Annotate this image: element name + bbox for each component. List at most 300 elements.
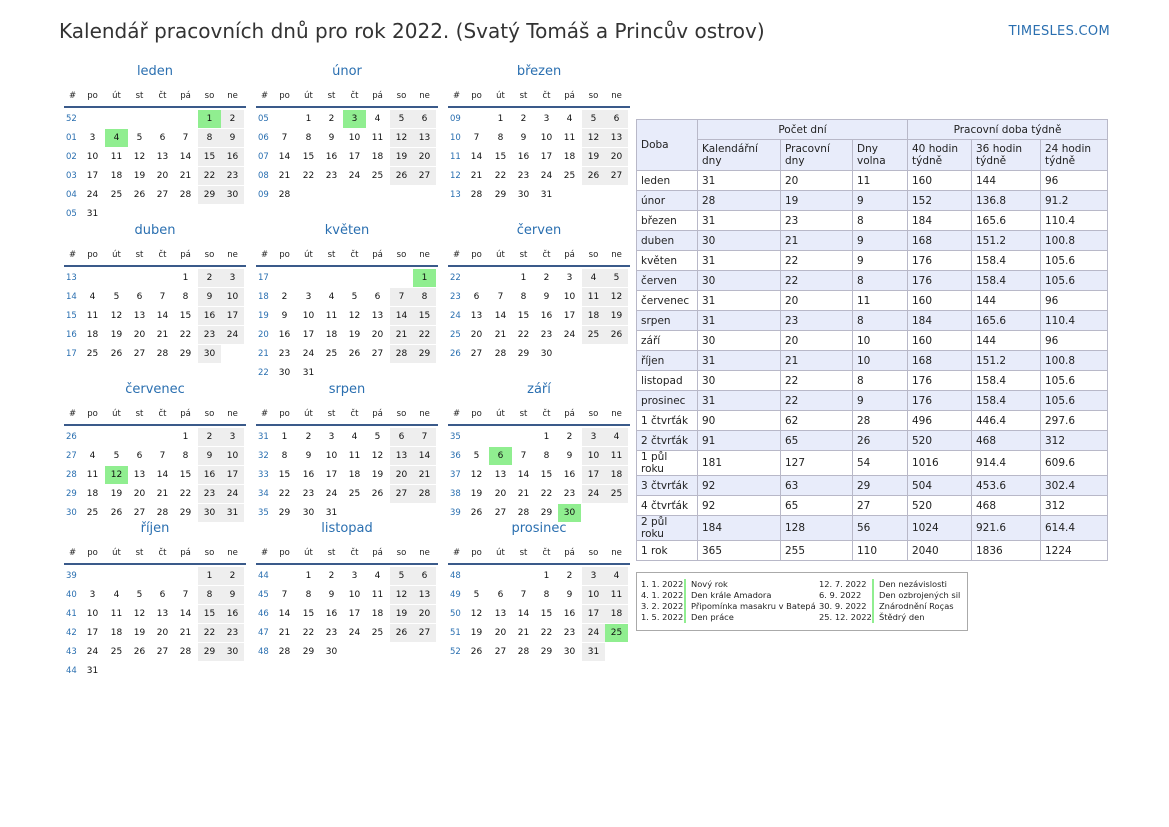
day-cell: 29 [517, 349, 530, 359]
day-cell: 13 [133, 470, 146, 480]
table-cell: 914.4 [972, 451, 1041, 476]
table-row [637, 516, 1108, 541]
day-cell: 5 [136, 133, 143, 143]
table-cell: 165.6 [972, 211, 1041, 231]
day-cell: 20 [494, 628, 507, 638]
day-cell: 20 [390, 466, 413, 484]
table-cell: 1224 [1041, 541, 1108, 561]
week-number-header: # [68, 409, 77, 419]
table-cell: 8 [853, 371, 908, 391]
table-cell: 11 [853, 171, 908, 191]
day-cell: 23 [302, 489, 315, 499]
weekday-header: čt [350, 91, 359, 101]
day-cell: 8 [543, 451, 550, 461]
week-number: 34 [258, 489, 269, 499]
day-cell: 15 [179, 311, 192, 321]
day-cell: 16 [325, 609, 338, 619]
day-cell: 9 [198, 447, 221, 465]
week-number: 29 [66, 489, 77, 499]
week-number: 12 [450, 171, 461, 181]
holiday-marker [872, 601, 874, 612]
week-number: 17 [66, 349, 77, 359]
day-cell: 13 [371, 311, 384, 321]
day-cell: 21 [517, 489, 530, 499]
day-cell: 27 [413, 167, 436, 185]
row-label: 1 půl roku [637, 451, 698, 476]
day-cell: 27 [156, 647, 169, 657]
day-cell: 29 [179, 349, 192, 359]
day-cell [151, 567, 174, 585]
day-cell [465, 110, 488, 128]
weekday-header: so [588, 91, 599, 101]
day-cell: 21 [179, 171, 192, 181]
day-cell: 11 [325, 311, 338, 321]
day-cell [174, 205, 197, 223]
week-number-header: # [260, 409, 269, 419]
day-cell [390, 269, 413, 287]
day-cell: 7 [390, 288, 413, 306]
day-cell: 30 [325, 647, 338, 657]
day-cell: 17 [348, 152, 361, 162]
day-cell [413, 364, 436, 382]
row-label: leden [637, 171, 698, 191]
day-cell: 23 [278, 349, 291, 359]
day-cell: 5 [374, 432, 381, 442]
weekday-header: ne [419, 409, 430, 419]
week-number: 17 [258, 273, 269, 283]
day-cell: 29 [179, 508, 192, 518]
table-row [637, 351, 1108, 371]
week-number: 49 [450, 590, 461, 600]
week-number: 22 [450, 273, 461, 283]
day-cell: 2 [566, 432, 573, 442]
holiday-name: Den krále Amadora [691, 590, 772, 600]
day-cell: 2 [305, 432, 312, 442]
day-cell: 14 [278, 152, 291, 162]
weekday-header: čt [542, 409, 551, 419]
day-cell: 18 [605, 466, 628, 484]
day-cell: 27 [494, 647, 507, 657]
day-cell: 25 [86, 349, 99, 359]
table-row [637, 496, 1108, 516]
weekday-header: ne [611, 548, 622, 558]
day-cell: 28 [517, 647, 530, 657]
day-cell: 29 [198, 643, 221, 661]
day-cell: 1 [198, 567, 221, 585]
day-cell: 28 [470, 190, 483, 200]
day-cell: 7 [281, 590, 288, 600]
day-cell: 8 [305, 133, 312, 143]
row-label: květen [637, 251, 698, 271]
weekday-header: ne [419, 548, 430, 558]
day-cell [198, 205, 221, 223]
table-cell: 160 [908, 291, 972, 311]
day-cell [273, 110, 296, 128]
weekday-header: so [204, 548, 215, 558]
day-cell: 2 [566, 571, 573, 581]
day-cell: 22 [540, 628, 553, 638]
day-cell: 3 [582, 428, 605, 446]
day-cell: 14 [156, 470, 169, 480]
header-divider [448, 563, 630, 565]
day-cell: 8 [281, 451, 288, 461]
table-cell: 105.6 [1041, 271, 1108, 291]
day-cell: 9 [543, 292, 550, 302]
table-cell: 8 [853, 271, 908, 291]
week-number: 18 [258, 292, 269, 302]
day-cell [297, 186, 320, 204]
table-cell: 28 [698, 191, 781, 211]
day-cell: 5 [136, 590, 143, 600]
day-cell: 28 [517, 508, 530, 518]
day-cell: 27 [371, 349, 384, 359]
header-divider [64, 424, 246, 426]
day-cell: 4 [374, 571, 381, 581]
day-cell: 3 [221, 269, 244, 287]
week-number: 10 [450, 133, 461, 143]
day-cell: 4 [113, 590, 120, 600]
day-cell: 20 [413, 605, 436, 623]
day-cell: 26 [133, 190, 146, 200]
table-cell: 176 [908, 271, 972, 291]
day-cell: 10 [86, 609, 99, 619]
day-cell [366, 643, 389, 661]
holiday-legend-item [815, 601, 975, 612]
day-cell: 19 [133, 171, 146, 181]
day-cell: 19 [390, 605, 413, 623]
day-cell: 4 [605, 567, 628, 585]
table-cell: 181 [698, 451, 781, 476]
day-cell [465, 428, 488, 446]
week-number: 16 [66, 330, 77, 340]
week-number: 52 [66, 114, 77, 124]
day-cell: 11 [348, 451, 361, 461]
day-cell: 11 [110, 152, 123, 162]
holiday-marker [684, 601, 686, 612]
table-cell: 8 [853, 311, 908, 331]
weekday-header: po [87, 91, 98, 101]
table-cell: 31 [698, 351, 781, 371]
day-cell: 15 [302, 152, 315, 162]
weekday-header: ne [419, 91, 430, 101]
day-cell: 9 [566, 451, 573, 461]
holiday-date: 1. 5. 2022 [641, 612, 684, 622]
week-number-header: # [260, 91, 269, 101]
day-cell: 25 [582, 326, 605, 344]
day-cell: 5 [473, 451, 480, 461]
day-cell: 11 [86, 311, 99, 321]
day-cell [320, 186, 343, 204]
day-cell: 25 [605, 485, 628, 503]
table-cell: 168 [908, 231, 972, 251]
weekday-header: ne [419, 250, 430, 260]
day-cell: 16 [540, 311, 553, 321]
day-cell [128, 110, 151, 128]
day-cell: 26 [470, 508, 483, 518]
day-cell: 22 [517, 330, 530, 340]
day-cell [151, 428, 174, 446]
day-cell [582, 186, 605, 204]
weekday-header: so [588, 409, 599, 419]
row-label: březen [637, 211, 698, 231]
week-number: 21 [258, 349, 269, 359]
day-cell: 31 [302, 368, 315, 378]
day-cell: 12 [133, 609, 146, 619]
holiday-date: 3. 2. 2022 [641, 601, 684, 611]
day-cell: 13 [156, 152, 169, 162]
day-cell: 28 [179, 190, 192, 200]
week-number: 26 [450, 349, 461, 359]
day-cell [605, 643, 628, 661]
week-number: 03 [66, 171, 77, 181]
day-cell [320, 364, 343, 382]
table-row [637, 171, 1108, 191]
day-cell: 25 [563, 171, 576, 181]
month-name: červen [516, 223, 562, 238]
row-label: duben [637, 231, 698, 251]
table-cell: 96 [1041, 291, 1108, 311]
day-cell: 4 [89, 451, 96, 461]
day-cell: 7 [182, 133, 189, 143]
day-cell: 27 [133, 349, 146, 359]
day-cell [151, 205, 174, 223]
holiday-legend-item [637, 579, 797, 590]
weekday-header: pá [180, 250, 191, 260]
day-cell: 21 [179, 628, 192, 638]
day-cell: 24 [86, 190, 99, 200]
weekday-header: út [304, 250, 313, 260]
day-cell: 9 [281, 311, 288, 321]
day-cell: 4 [374, 114, 381, 124]
month-name: březen [516, 64, 562, 79]
weekday-header: po [87, 409, 98, 419]
week-number: 37 [450, 470, 461, 480]
weekday-header: pá [564, 91, 575, 101]
weekday-header: so [396, 91, 407, 101]
header-divider [64, 265, 246, 267]
day-cell: 6 [605, 110, 628, 128]
day-cell: 4 [351, 432, 358, 442]
day-cell [128, 205, 151, 223]
day-cell [413, 186, 436, 204]
day-cell: 21 [278, 171, 291, 181]
header-divider [256, 106, 438, 108]
holiday-date: 4. 1. 2022 [641, 590, 684, 600]
day-cell: 26 [390, 624, 413, 642]
day-cell [489, 428, 512, 446]
week-number: 44 [258, 571, 269, 581]
week-number: 48 [450, 571, 461, 581]
table-cell: 8 [853, 211, 908, 231]
weekday-header: út [496, 548, 505, 558]
week-number: 05 [258, 114, 269, 124]
table-cell: 92 [698, 476, 781, 496]
day-cell: 25 [348, 489, 361, 499]
day-cell [390, 504, 413, 522]
day-cell: 9 [305, 451, 312, 461]
day-cell: 24 [221, 326, 244, 344]
holiday-legend-item [637, 601, 816, 612]
table-row [637, 391, 1108, 411]
day-cell: 29 [540, 647, 553, 657]
day-cell: 30 [540, 349, 553, 359]
table-cell: 136.8 [972, 191, 1041, 211]
day-cell: 15 [198, 605, 221, 623]
table-row [637, 476, 1108, 496]
holiday-date: 6. 9. 2022 [819, 590, 862, 600]
day-cell: 15 [540, 470, 553, 480]
table-cell: 100.8 [1041, 351, 1108, 371]
day-cell [105, 428, 128, 446]
day-cell: 20 [133, 489, 146, 499]
day-cell: 30 [302, 508, 315, 518]
day-cell: 7 [159, 292, 166, 302]
weekday-header: so [396, 250, 407, 260]
day-cell: 22 [198, 167, 221, 185]
day-cell: 11 [371, 133, 384, 143]
day-cell: 5 [113, 292, 120, 302]
table-cell: 504 [908, 476, 972, 496]
table-cell: 609.6 [1041, 451, 1108, 476]
day-cell: 18 [86, 489, 99, 499]
day-cell: 21 [278, 628, 291, 638]
day-cell: 25 [325, 349, 338, 359]
weekday-header: pá [180, 548, 191, 558]
day-cell [105, 110, 128, 128]
month-name: září [527, 382, 551, 397]
table-cell: 10 [853, 351, 908, 371]
day-cell: 10 [325, 451, 338, 461]
weekday-header: po [279, 409, 290, 419]
day-cell: 31 [540, 190, 553, 200]
day-cell: 22 [278, 489, 291, 499]
table-cell: 22 [781, 271, 853, 291]
holiday-marker [684, 579, 686, 590]
table-row [637, 311, 1108, 331]
weekday-header: po [471, 91, 482, 101]
weekday-header: po [471, 548, 482, 558]
table-row [637, 431, 1108, 451]
week-number-header: # [452, 409, 461, 419]
day-cell: 15 [540, 609, 553, 619]
holiday-marker [872, 590, 874, 601]
table-cell: 92 [698, 496, 781, 516]
table-cell: 152 [908, 191, 972, 211]
weekday-header: čt [158, 91, 167, 101]
table-cell: 22 [781, 391, 853, 411]
hours-group-header: Pracovní doba týdně [908, 120, 1108, 140]
day-cell: 15 [179, 470, 192, 480]
table-cell: 9 [853, 251, 908, 271]
site-link[interactable]: TIMESLES.COM [1008, 24, 1110, 39]
day-cell: 17 [325, 470, 338, 480]
week-number: 13 [66, 273, 77, 283]
day-cell: 16 [198, 466, 221, 484]
day-cell: 25 [371, 628, 384, 638]
day-cell: 16 [221, 605, 244, 623]
table-cell: 468 [972, 496, 1041, 516]
weekday-header: st [135, 91, 144, 101]
day-cell: 11 [582, 288, 605, 306]
day-cell: 27 [470, 349, 483, 359]
day-cell: 3 [328, 432, 335, 442]
day-cell: 17 [540, 152, 553, 162]
day-cell: 19 [470, 489, 483, 499]
day-cell: 8 [543, 590, 550, 600]
day-cell: 1 [182, 273, 189, 283]
day-cell: 30 [517, 190, 530, 200]
day-cell: 29 [302, 647, 315, 657]
week-number: 39 [66, 571, 77, 581]
day-cell [489, 269, 512, 287]
week-number: 26 [66, 432, 77, 442]
weekday-header: po [471, 409, 482, 419]
day-cell [297, 269, 320, 287]
day-cell: 22 [179, 489, 192, 499]
day-cell: 7 [182, 590, 189, 600]
day-cell [128, 567, 151, 585]
day-cell [273, 567, 296, 585]
day-cell: 28 [390, 345, 413, 363]
week-number: 39 [450, 508, 461, 518]
table-cell: 21 [781, 231, 853, 251]
day-cell: 14 [390, 307, 413, 325]
weekday-header: pá [180, 91, 191, 101]
day-cell: 24 [221, 485, 244, 503]
day-cell [174, 110, 197, 128]
day-cell: 1 [497, 114, 504, 124]
day-cell: 18 [582, 307, 605, 325]
day-cell [512, 428, 535, 446]
day-cell: 1 [182, 432, 189, 442]
table-cell: 184 [908, 211, 972, 231]
weekday-header: út [112, 548, 121, 558]
table-cell: 31 [698, 251, 781, 271]
table-cell: 110.4 [1041, 211, 1108, 231]
row-label: prosinec [637, 391, 698, 411]
day-cell: 7 [497, 292, 504, 302]
day-cell: 6 [413, 567, 436, 585]
day-cell: 14 [179, 609, 192, 619]
table-row [637, 211, 1108, 231]
day-cell: 9 [520, 133, 527, 143]
day-cell: 27 [156, 190, 169, 200]
day-cell: 11 [605, 447, 628, 465]
weekday-header: čt [542, 91, 551, 101]
day-cell: 7 [520, 451, 527, 461]
month-name: únor [332, 64, 362, 79]
week-number: 09 [258, 190, 269, 200]
table-cell: 1016 [908, 451, 972, 476]
day-cell: 5 [473, 590, 480, 600]
day-cell [465, 567, 488, 585]
weekday-header: po [279, 548, 290, 558]
week-number: 06 [258, 133, 269, 143]
table-row [637, 191, 1108, 211]
day-cell: 20 [605, 148, 628, 166]
day-cell: 17 [86, 628, 99, 638]
day-cell [198, 662, 221, 680]
weekday-header: so [396, 548, 407, 558]
day-cell: 18 [110, 628, 123, 638]
day-cell: 12 [390, 129, 413, 147]
row-label: 2 půl roku [637, 516, 698, 541]
weekday-header: ne [227, 91, 238, 101]
table-cell: 158.4 [972, 371, 1041, 391]
day-cell: 15 [278, 470, 291, 480]
table-cell: 144 [972, 291, 1041, 311]
day-cell: 28 [413, 485, 436, 503]
